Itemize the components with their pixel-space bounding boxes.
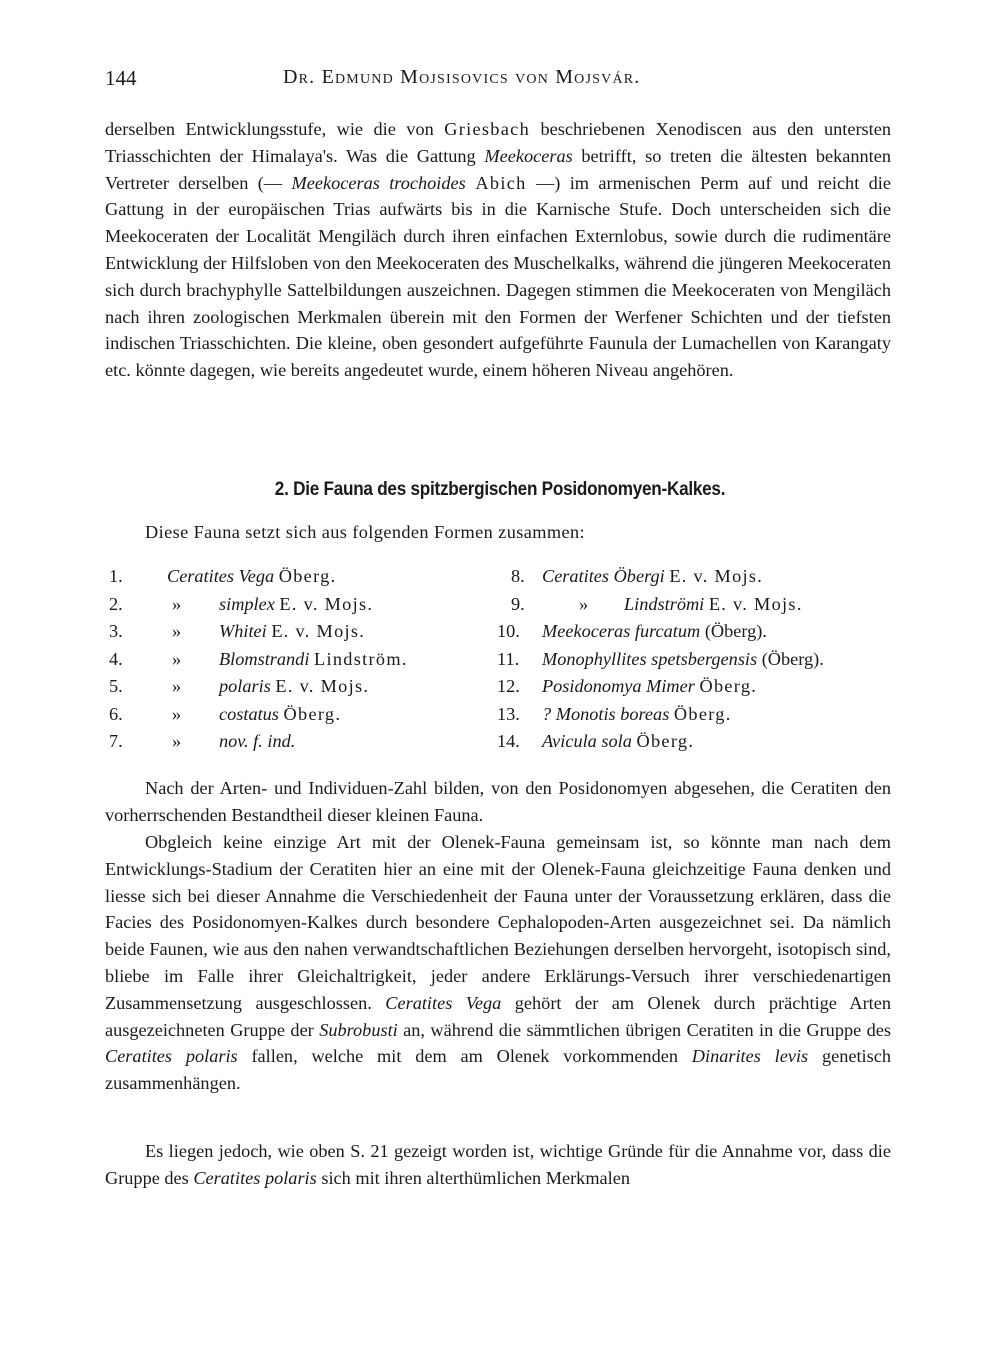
paragraph-continuation: derselben Entwicklungsstufe, wie die von Griesbach beschriebenen Xenodiscen aus den untersten Triasschichten der Himalaya's. Was die Gattung Meekoceras betrifft, so treten die ältesten bekannten Vertreter derselben (— Meekoceras trochoides Abich —) im armenischen Perm auf und reicht die Gattung in der europäischen Trias aufwärts bis in die Karnische Stufe. Doch unterscheiden sich die Meekoceraten der Localität Mengiläch durch ihren einfachen Externlobus, sowie durch die rudimentäre Entwicklung der Hilfsloben von den Meekoceraten des Muschelkalks, während die jüngeren Meekoceraten sich durch brachyphylle Sattelbildungen auszeichnen. Dagegen stimmen die Meekoceraten von Mengiläch nach ihren zoologischen Merkmalen überein mit den Formen der Werfener Schichten und der tiefsten indischen Triasschichten. Die kleine, oben gesondert aufgeführte Faunula der Lumachellen von Karangaty etc. könnte dagegen, wie bereits angedeutet wurde, einem höheren Niveau angehören. [105, 119, 891, 381]
paragraph: Es liegen jedoch, wie oben S. 21 gezeigt worden ist, wichtige Gründe für die Annahme vor, dass die Gruppe des Ceratites polaris sich mit ihren alterthümlichen Merkmalen [105, 1141, 891, 1188]
paragraph: Nach der Arten- und Individuen-Zahl bilden, von den Posidonomyen abgesehen, die Ceratiten den vorherrschenden Bestandtheil dieser kleinen Fauna. [105, 778, 891, 825]
section-intro: Diese Fauna setzt sich aus folgenden Formen zusammen: [145, 522, 586, 542]
page-number: 144 [105, 66, 137, 90]
page-header [105, 66, 895, 96]
running-title: Dr. Edmund Mojsisovics von Mojsvár. [283, 66, 641, 88]
section-heading: 2. Die Fauna des spitzbergischen Posidonomyen-Kalkes. [274, 478, 726, 500]
fauna-list-left: 1. Ceratites Vega Öberg. 2. » simplex E. v. Mojs. 3. » Whitei E. v. Mojs. 4. » Blomstrandi Lindström. 5. » polaris E. v. Mojs. 6. » costatus Öberg. 7. » nov. f. ind. [109, 566, 408, 751]
fauna-list-right: 8. Ceratites Öbergi E. v. Mojs. 9. » Lindströmi E. v. Mojs. 10. Meekoceras furcatum (Öberg). 11. Monophyllites spetsbergensis (Öberg). 12. Posidonomya Mimer Öberg. 13. ? Monotis boreas Öberg. 14. Avicula sola Öberg. [497, 566, 824, 751]
paragraph: Obgleich keine einzige Art mit der Olenek-Fauna gemeinsam ist, so könnte man nach dem Entwicklungs-Stadium der Ceratiten hier an eine mit der Olenek-Fauna gleichzeitige Fauna denken und liesse sich bei dieser Annahme die Verschiedenheit der Fauna unter der Voraussetzung erklären, dass die Facies des Posidonomyen-Kalkes durch besondere Cephalopoden-Arten ausgezeichnet sei. Da nämlich beide Faunen, wie aus den nahen verwandtschaftlichen Beziehungen derselben hervorgeht, isotopisch sind, bliebe im Falle ihrer Gleichaltrigkeit, jeder andere Erklärungs-Versuch ihrer verschiedenartigen Zusammensetzung ausgeschlossen. Ceratites Vega gehört der am Olenek durch prächtige Arten ausgezeichneten Gruppe der Subrobusti an, während die sämmtlichen übrigen Ceratiten in die Gruppe des Ceratites polaris fallen, welche mit dem am Olenek vorkommenden Dinarites levis genetisch zusammenhängen. [105, 832, 891, 1094]
